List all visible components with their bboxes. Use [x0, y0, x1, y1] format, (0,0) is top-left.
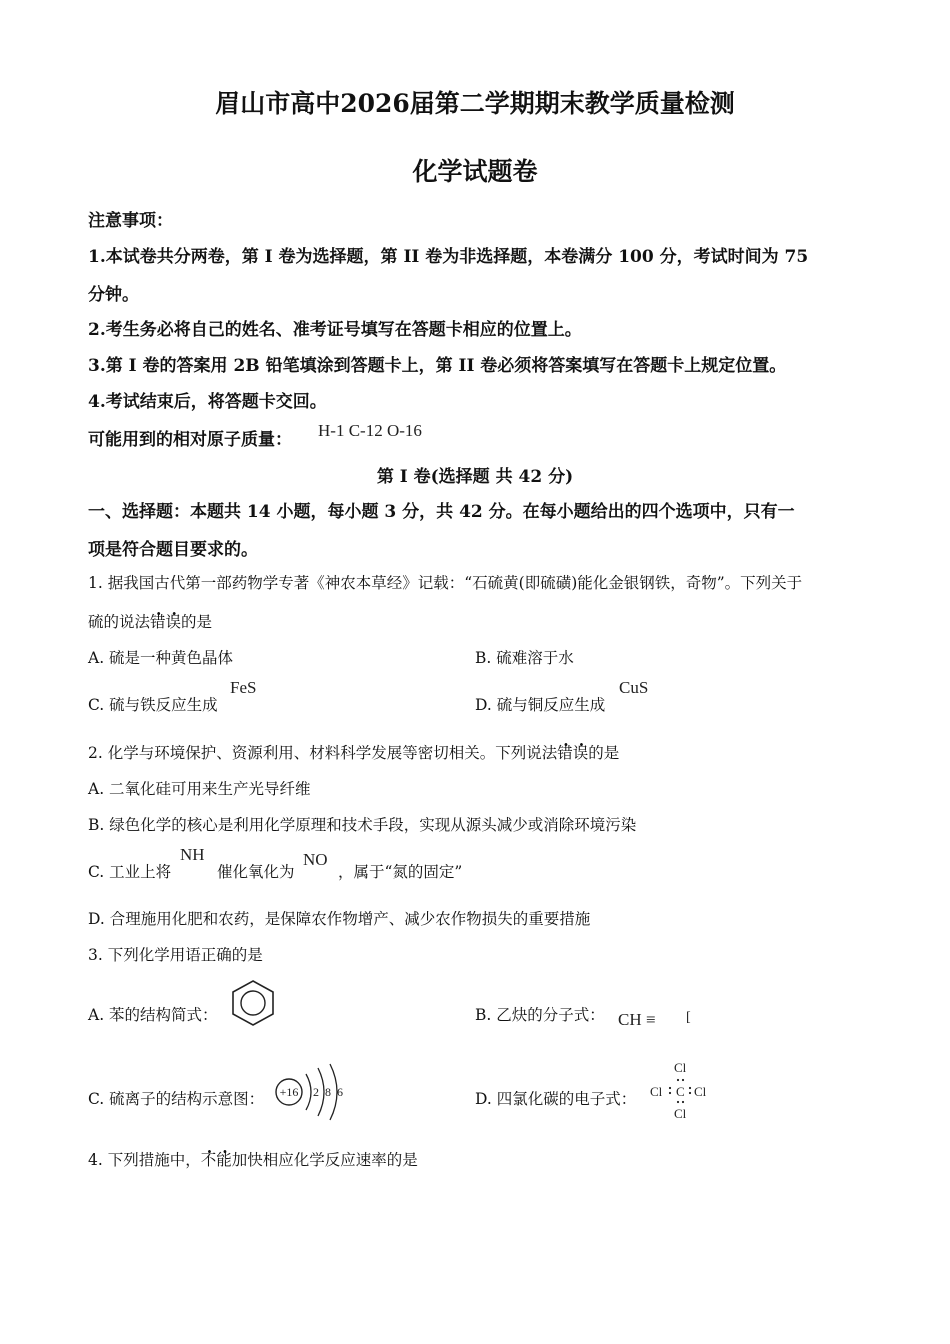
exam-title: 眉山市高中2026届第二学期期末教学质量检测: [215, 89, 735, 118]
section-instructions: 一、选择题：本题共 14 小题，每小题 3 分，共 42 分。在每小题给出的四个选项中，只有一: [88, 502, 795, 522]
q3-option-b-formula-tail: [: [686, 1010, 691, 1025]
q1-option-c: C. 硫与铁反应生成: [88, 696, 218, 714]
q4-stem: 4. 下列措施中，不能加快相应化学反应速率的是: [88, 1151, 418, 1169]
q1-option-c-formula: FeS: [230, 678, 257, 697]
q3-option-b-formula: CH ≡: [618, 1010, 656, 1029]
shell-2-count: 8: [325, 1085, 331, 1099]
emphasis-char: 错: [557, 744, 573, 762]
q2-option-d: D. 合理施用化肥和农药，是保障农作物增产、减少农作物损失的重要措施: [88, 910, 591, 928]
cl-right: Cl: [694, 1084, 707, 1099]
emphasis-char: 误: [572, 744, 589, 762]
emphasis-char: 能: [216, 1151, 232, 1169]
notice-item-4: 4.考试结束后，将答题卡交回。: [88, 392, 327, 412]
emphasis-char: 误: [165, 613, 182, 631]
shell-1-count: 2: [313, 1085, 319, 1099]
q1-stem: 1. 据我国古代第一部药物学专著《神农本草经》记载：“石硫黄(即硫磺)能化金银钢铁，奇物”。下列关于: [88, 574, 803, 592]
notice-heading: 注意事项：: [88, 211, 173, 231]
atomic-mass-values: H-1 C-12 O-16: [318, 421, 422, 440]
q2-option-c: C. 工业上将: [88, 863, 172, 881]
benzene-structure: [228, 978, 278, 1028]
q1-option-a: A. 硫是一种黄色晶体: [88, 649, 234, 667]
q2-option-c-formula-2: NO: [303, 850, 328, 869]
notice-item-2: 2.考生务必将自己的姓名、准考证号填写在答题卡相应的位置上。: [88, 320, 582, 340]
q1-stem-cont: 硫的说法错误的是: [88, 613, 213, 631]
q3-option-b: B. 乙炔的分子式：: [475, 1006, 605, 1024]
q3-option-a: A. 苯的结构简式：: [88, 1006, 218, 1024]
notice-item-1-cont: 分钟。: [88, 285, 139, 305]
section-instructions-cont: 项是符合题目要求的。: [88, 540, 258, 560]
section-title: 第 I 卷(选择题 共 42 分): [376, 467, 574, 487]
cl-left: Cl: [650, 1084, 663, 1099]
shell-3-count: 6: [337, 1085, 343, 1099]
carbon-center: C: [676, 1084, 685, 1099]
q3-option-c: C. 硫离子的结构示意图：: [88, 1090, 265, 1108]
emphasis-char: 不: [200, 1151, 217, 1169]
emphasis-char: 错: [150, 613, 166, 631]
atomic-mass-label: 可能用到的相对原子质量：: [88, 430, 292, 450]
q1-option-d: D. 硫与铜反应生成: [475, 696, 606, 714]
q2-option-c-text: 催化氧化为: [217, 863, 295, 881]
q2-option-a: A. 二氧化硅可用来生产光导纤维: [88, 780, 311, 798]
notice-item-3: 3.第 I 卷的答案用 2B 铅笔填涂到答题卡上，第 II 卷必须将答案填写在答题卡上规定位置。: [88, 356, 787, 376]
sulfur-ion-diagram: [274, 1062, 350, 1122]
q3-stem: 3. 下列化学用语正确的是: [88, 946, 263, 964]
ccl4-electron-formula: [646, 1058, 716, 1122]
exam-subtitle: 化学试题卷: [412, 157, 538, 186]
q1-option-b: B. 硫难溶于水: [475, 649, 574, 667]
q1-option-d-formula: CuS: [619, 678, 649, 697]
q2-option-b: B. 绿色化学的核心是利用化学原理和技术手段，实现从源头减少或消除环境污染: [88, 816, 637, 834]
q2-option-c-tail: ，属于“氮的固定”: [338, 863, 463, 881]
q2-stem: 2. 化学与环境保护、资源利用、材料科学发展等密切相关。下列说法错误的是: [88, 744, 620, 762]
notice-item-1: 1.本试卷共分两卷，第 I 卷为选择题，第 II 卷为非选择题，本卷满分 100 分，考试时间为 75: [88, 247, 809, 267]
cl-top: Cl: [674, 1060, 687, 1075]
q2-option-c-formula-1: NH: [180, 845, 205, 864]
nucleus-label: +16: [279, 1085, 299, 1099]
cl-bottom: Cl: [674, 1106, 687, 1121]
q3-option-d: D. 四氯化碳的电子式：: [475, 1090, 637, 1108]
